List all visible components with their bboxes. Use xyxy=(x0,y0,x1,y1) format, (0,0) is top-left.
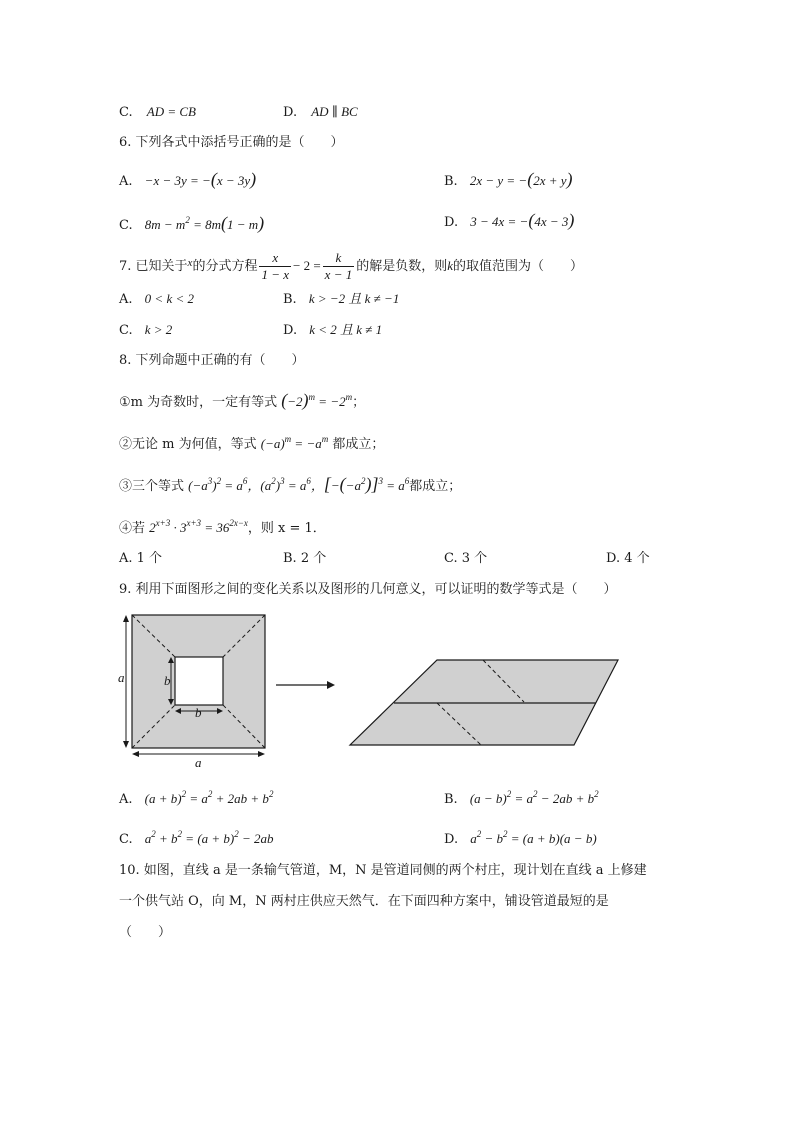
fraction-2 xyxy=(323,250,355,283)
statement-text: ②无论 m 为何值，等式 xyxy=(119,437,257,452)
option-label: C. xyxy=(119,105,133,120)
statement-expr: $(-2)^m = -2^m$ xyxy=(281,390,353,410)
label-b-horizontal: b xyxy=(195,705,202,720)
q8-option-a: A. 1 个 xyxy=(119,551,163,566)
inner-square xyxy=(175,657,223,705)
q6-option-c xyxy=(119,211,264,235)
option-label: C. xyxy=(119,323,133,338)
stem-text: 的解是负数，则 xyxy=(356,259,448,274)
q10-line-2: 一个供气站 O，向 M，N 两村庄供应天然气．在下面四种方案中，铺设管道最短的是 xyxy=(119,894,609,909)
option-label: A. xyxy=(119,174,133,189)
q8-statement-1: ①m 为奇数时，一定有等式 $(-2)^m = -2^m$； xyxy=(119,390,366,410)
statement-expr: $2^{x+3} \cdot 3^{x+3} = 36^{2x-x}$ xyxy=(149,518,248,535)
stem-text: 的取值范围为（ ） xyxy=(453,259,584,274)
statement-text: ①m 为奇数时，一定有等式 xyxy=(119,395,278,410)
q8-option-b: B. 2 个 xyxy=(283,551,327,566)
denominator: x − 1 xyxy=(324,267,353,282)
q7-option-c xyxy=(119,321,172,340)
option-expr: $(a - b)^2 = a^2 - 2ab + b^2$ xyxy=(469,789,599,806)
option-label: B. xyxy=(444,174,458,189)
var-k: k xyxy=(447,258,454,273)
option-expr: 2x − y = −(2x + y) xyxy=(469,169,573,189)
option-expr: $a^2 - b^2 = (a + b)(a - b)$ xyxy=(470,829,597,846)
stem-text: 7. 已知关于 xyxy=(119,259,188,274)
q9-figure xyxy=(110,605,640,770)
label-a-vertical: a xyxy=(118,670,125,685)
q5-option-c xyxy=(119,103,196,122)
option-expr: AD ∥ BC xyxy=(311,104,358,119)
option-expr: k > 2 xyxy=(144,322,173,337)
q9-stem: 9. 利用下面图形之间的变化关系以及图形的几何意义，可以证明的数学等式是（ ） xyxy=(119,582,617,597)
q6-stem: 6. 下列各式中添括号正确的是（ ） xyxy=(119,135,344,150)
statement-expr: $(-a^3)^2 = a^6$，$(a^2)^3 = a^6$，$[-(-a^2)]^3 = a^6$ xyxy=(188,474,410,494)
label-b-vertical: b xyxy=(164,673,171,688)
q9-option-a xyxy=(119,785,273,809)
q8-statement-4 xyxy=(119,514,326,538)
minus-two: − 2 = xyxy=(293,258,321,273)
transform-arrow-icon xyxy=(276,681,335,689)
parallelogram-diagram xyxy=(350,660,618,745)
q8-option-d: D. 4 个 xyxy=(606,551,650,566)
option-label: A. xyxy=(119,792,133,807)
statement-text: ③三个等式 xyxy=(119,479,185,494)
option-label: D. xyxy=(283,323,298,338)
q7-option-a xyxy=(119,290,194,309)
q7-option-b xyxy=(283,290,399,309)
q6-option-a xyxy=(119,170,256,191)
option-expr: $a^2 + b^2 = (a + b)^2 - 2ab$ xyxy=(144,829,274,846)
q6-option-d xyxy=(444,211,574,232)
q8-stem: 8. 下列命题中正确的有（ ） xyxy=(119,353,305,368)
option-label: D. xyxy=(283,105,298,120)
q8-statement-3 xyxy=(119,472,461,496)
q8-statement-2 xyxy=(119,430,384,454)
q10-line-3: （ ） xyxy=(119,925,172,940)
option-expr: 3 − 4x = −(4x − 3) xyxy=(470,210,575,230)
q8-option-c: C. 3 个 xyxy=(444,551,488,566)
statement-text: 都成立； xyxy=(409,479,462,494)
square-frame-diagram xyxy=(118,615,265,770)
option-expr: k > −2 且 k ≠ −1 xyxy=(308,291,400,306)
q6-option-b xyxy=(444,170,573,191)
var-x: x xyxy=(187,257,193,269)
option-expr: AD = CB xyxy=(146,104,196,119)
q7-option-d xyxy=(283,321,382,340)
q10-line-1: 10. 如图，直线 a 是一条输气管道，M，N 是管道同侧的两个村庄，现计划在直线 a 上修建 xyxy=(119,863,647,878)
option-label: D. xyxy=(444,832,459,847)
label-a-horizontal: a xyxy=(195,755,202,770)
option-label: C. xyxy=(119,832,133,847)
numerator: k xyxy=(323,250,355,267)
q9-option-b xyxy=(444,785,599,809)
option-label: B. xyxy=(283,292,297,307)
statement-text: ④若 xyxy=(119,521,146,536)
statement-expr: $(-a)^m = -a^m$ xyxy=(260,434,329,451)
statement-text: 都成立； xyxy=(332,437,385,452)
option-expr: 0 < k < 2 xyxy=(144,291,194,306)
option-expr: k < 2 且 k ≠ 1 xyxy=(309,322,383,337)
q9-option-c xyxy=(119,825,274,849)
statement-text: ，则 x = 1． xyxy=(247,521,326,536)
numerator: x xyxy=(259,250,291,267)
stem-text: 的分式方程 xyxy=(192,259,258,274)
q9-option-d xyxy=(444,825,597,849)
option-expr: −x − 3y = −(x − 3y) xyxy=(144,169,257,189)
option-expr: $(a + b)^2 = a^2 + 2ab + b^2$ xyxy=(144,789,274,806)
option-label: C. xyxy=(119,218,133,233)
option-label: D. xyxy=(444,215,459,230)
q5-option-d xyxy=(283,103,358,122)
option-label: B. xyxy=(444,792,458,807)
denominator: 1 − x xyxy=(261,267,289,282)
option-label: A. xyxy=(119,292,133,307)
fraction-1 xyxy=(259,250,291,283)
option-expr: $8m - m^2 = 8m(1 - m)$ xyxy=(144,213,265,233)
q7-stem xyxy=(119,246,583,284)
